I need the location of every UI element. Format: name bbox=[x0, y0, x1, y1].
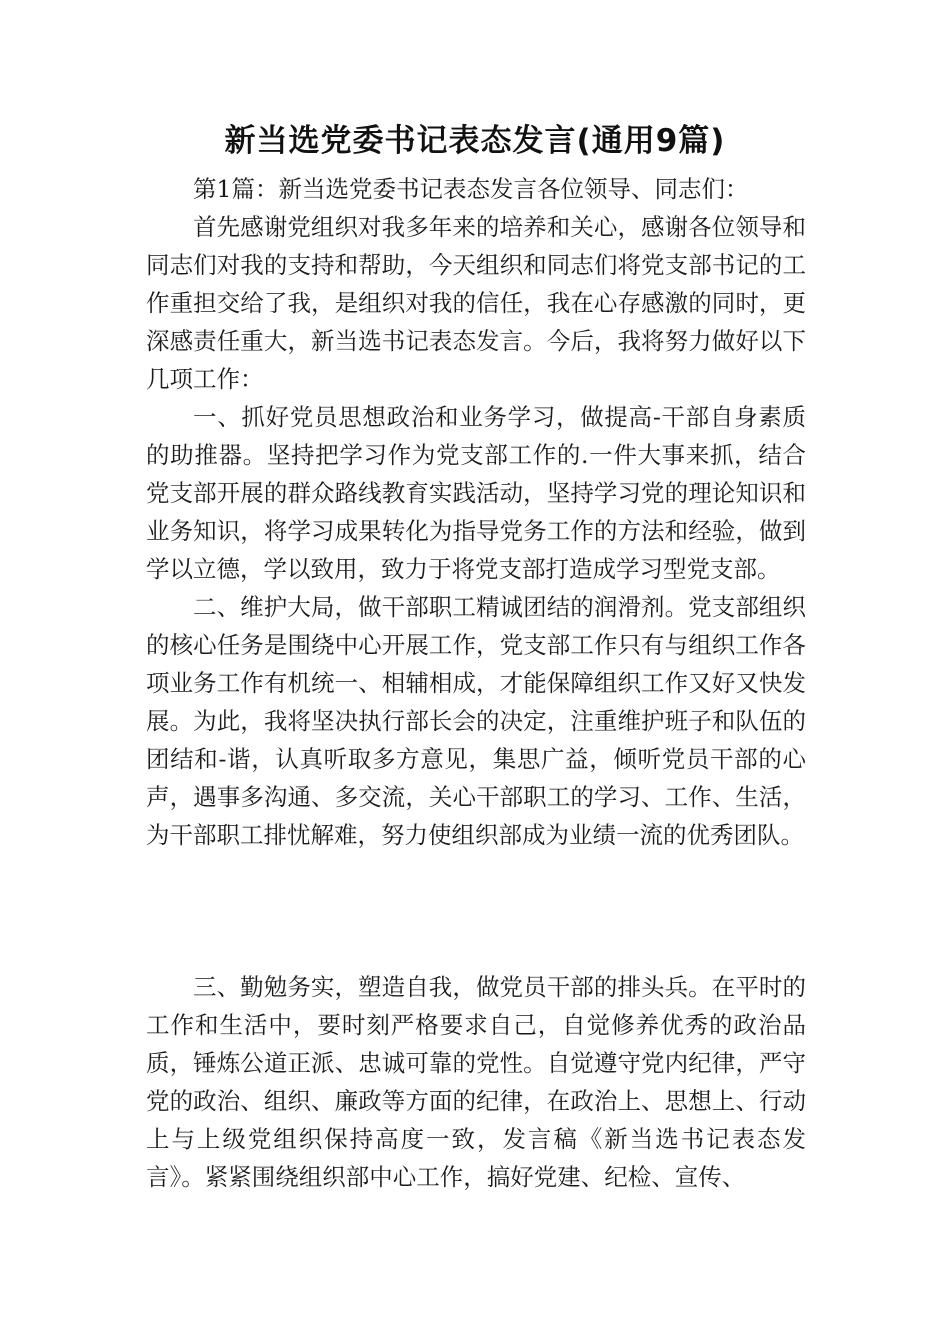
paragraph-point-2: 二、维护大局，做干部职工精诚团结的润滑剂。党支部组织的核心任务是围绕中心开展工作，党支部工作只有与组织工作各项业务工作有机统一、相辅相成，才能保障组织工作又好又快发展。为此，我将坚决执行部长会的决定，注重维护班子和队伍的团结和-谐，认真听取多方意见，集思广益，倾听党员干部的心声，遇事多沟通、多交流，关心干部职工的学习、工作、生活，为干部职工排忧解难，努力使组织部成为业绩一流的优秀团队。 bbox=[146, 593, 806, 849]
document-title: 新当选党委书记表态发言(通用9篇) bbox=[224, 123, 726, 159]
document-body-continued bbox=[146, 968, 806, 1196]
document-body bbox=[146, 170, 806, 854]
paragraph-intro: 首先感谢党组织对我多年来的培养和关心，感谢各位领导和同志们对我的支持和帮助，今天组织和同志们将党支部书记的工作重担交给了我，是组织对我的信任，我在心存感激的同时，更深感责任重大，新当选书记表态发言。今后，我将努力做好以下几项工作： bbox=[146, 213, 806, 393]
paragraph-heading: 第1篇：新当选党委书记表态发言各位领导、同志们： bbox=[193, 175, 749, 203]
paragraph-point-3: 三、勤勉务实，塑造自我，做党员干部的排头兵。在平时的工作和生活中，要时刻严格要求自己，自觉修养优秀的政治品质，锤炼公道正派、忠诚可靠的党性。自觉遵守党内纪律，严守党的政治、组织、廉政等方面的纪律，在政治上、思想上、行动上与上级党组织保持高度一致，发言稿《新当选书记表态发言》。紧紧围绕组织部中心工作，搞好党建、纪检、宣传、 bbox=[146, 973, 806, 1191]
paragraph-point-1: 一、抓好党员思想政治和业务学习，做提高-干部自身素质的助推器。坚持把学习作为党支部工作的.一件大事来抓，结合党支部开展的群众路线教育实践活动，坚持学习党的理论知识和业务知识，将学习成果转化为指导党务工作的方法和经验，做到学以立德，学以致用，致力于将党支部打造成学习型党支部。 bbox=[146, 403, 806, 583]
